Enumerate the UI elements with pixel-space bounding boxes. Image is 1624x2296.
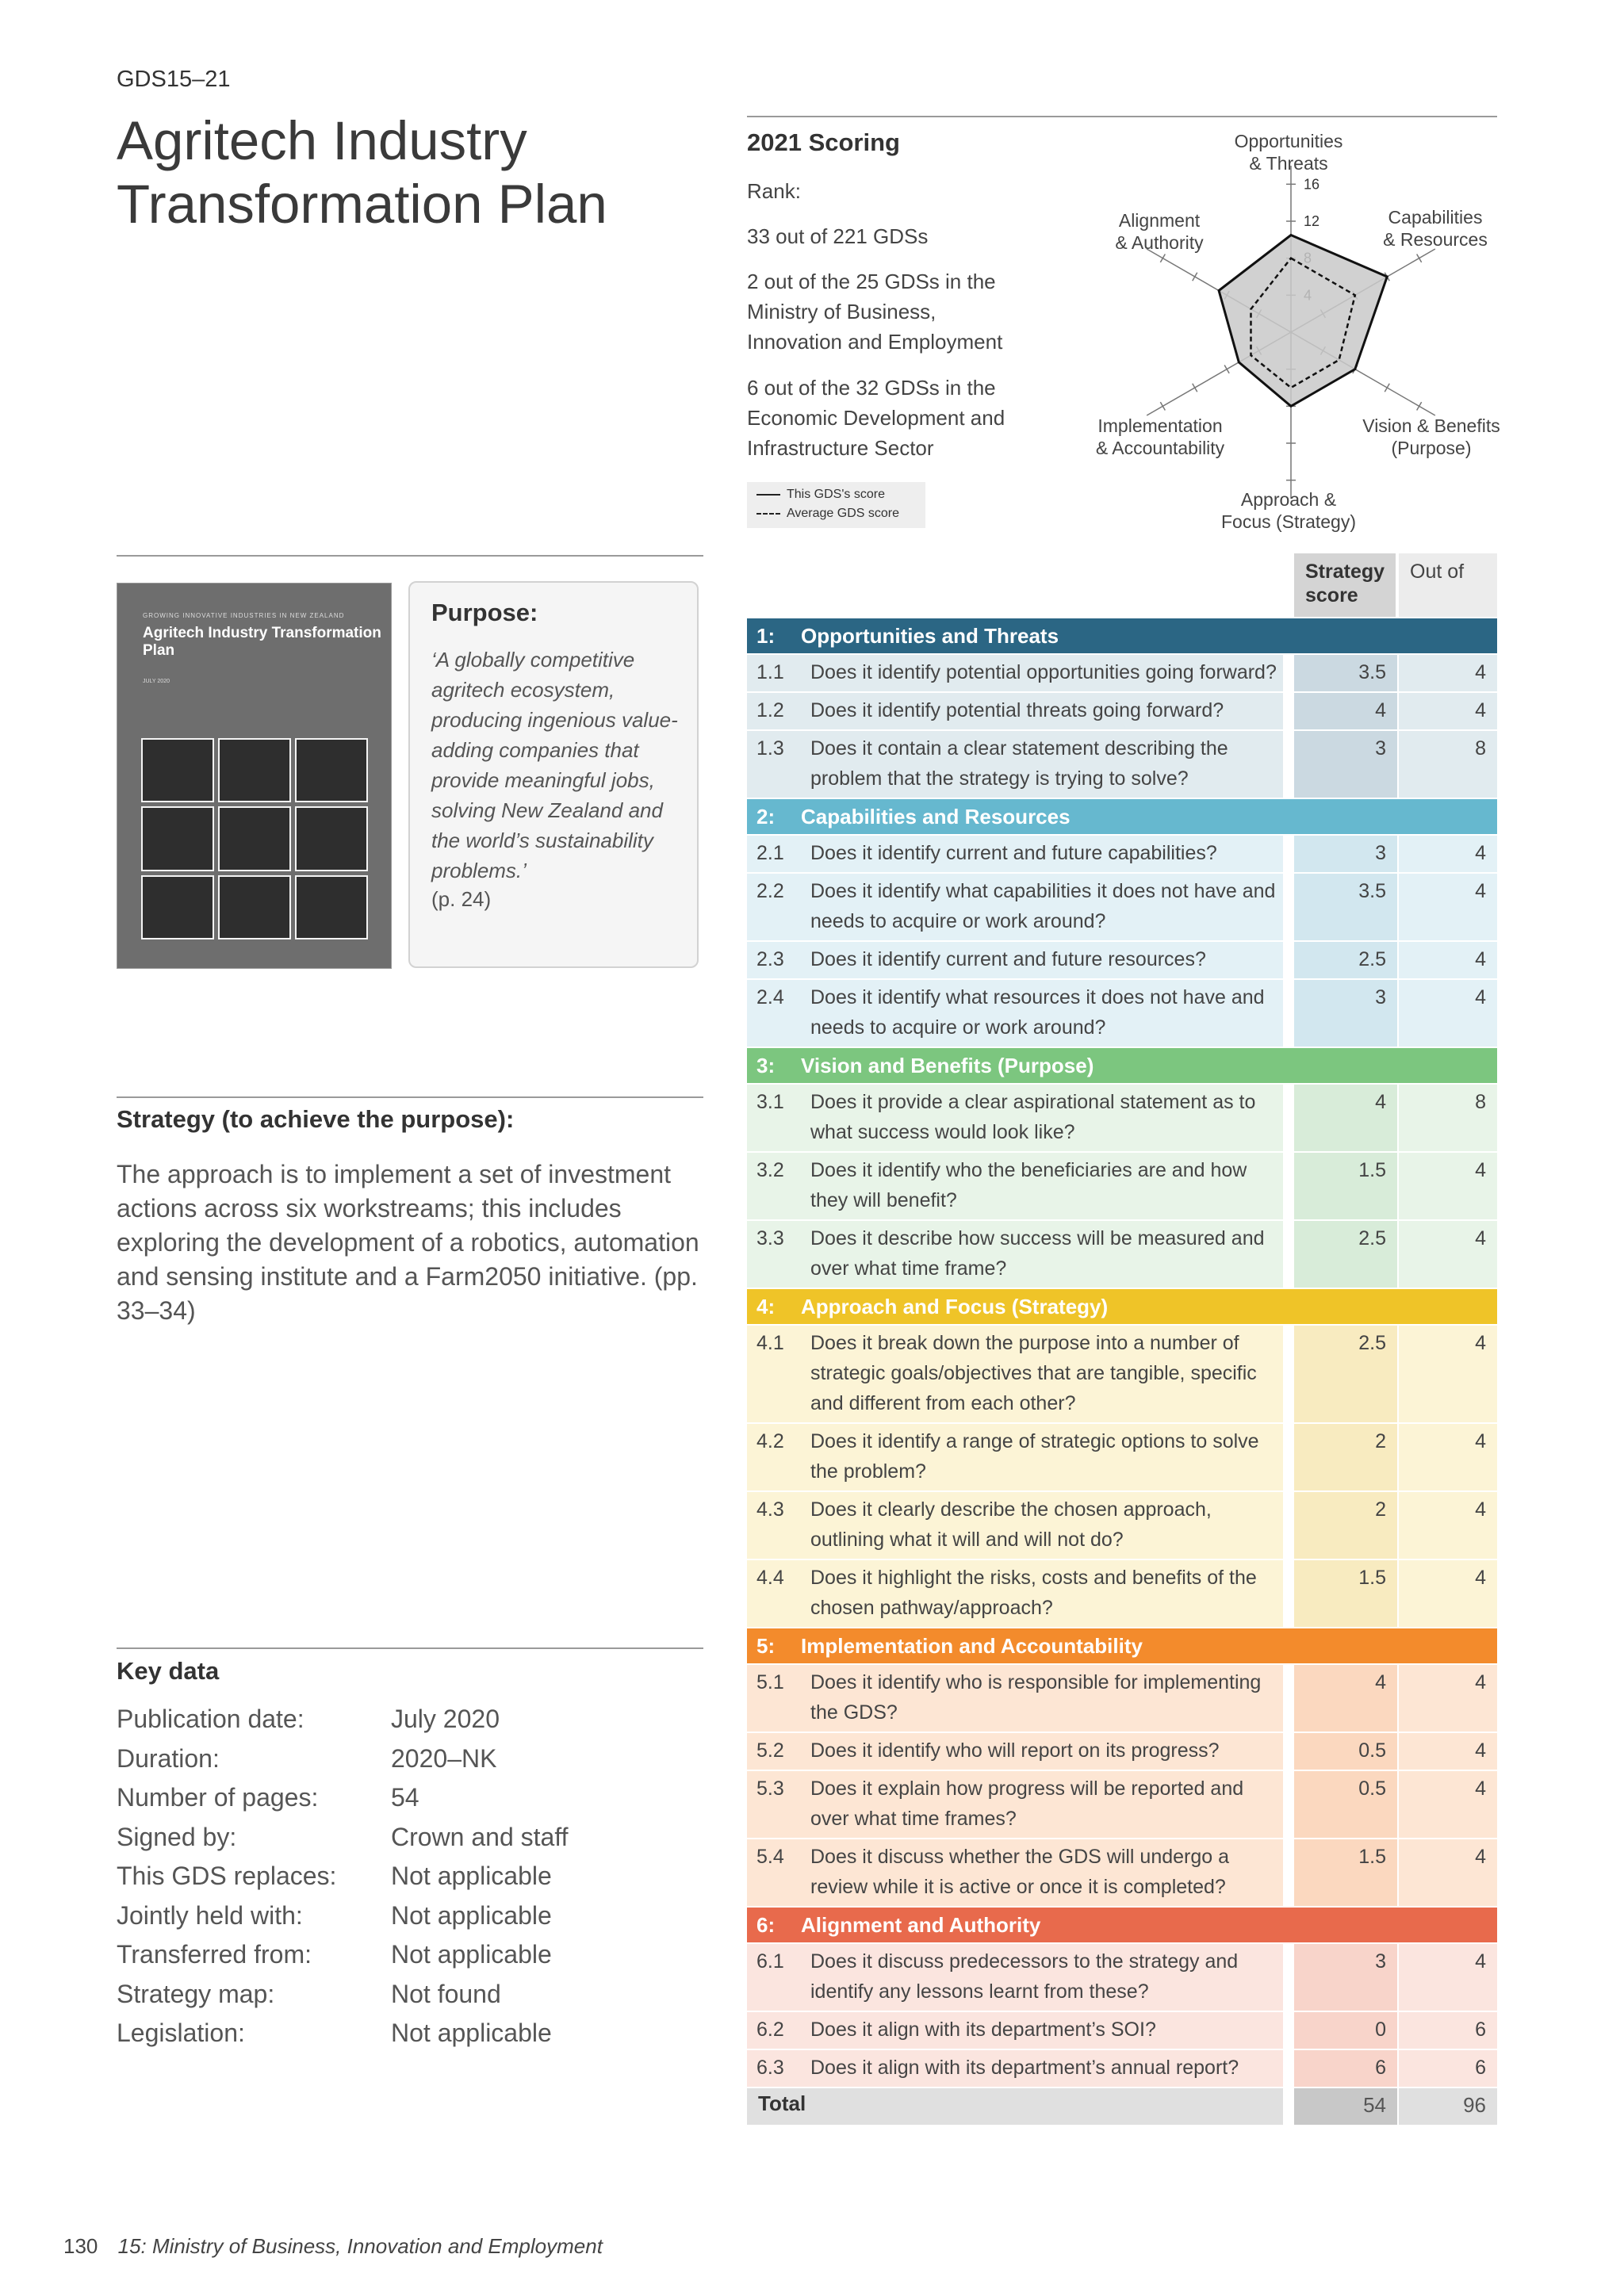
question-cell (747, 1733, 1283, 1770)
legend-item-average (756, 507, 899, 521)
section-number: 2: (756, 804, 776, 828)
strategy-score-cell: 2.5 (1294, 1221, 1397, 1288)
key-data-label: Signed by: (117, 1822, 237, 1851)
section-number: 6: (756, 1912, 776, 1937)
cover-photo (141, 738, 214, 802)
rank-label: Rank: (747, 179, 801, 203)
section-number: 3: (756, 1053, 776, 1077)
question-cell (747, 1326, 1283, 1422)
table-row (747, 1944, 1497, 2011)
radar-tick-label: 16 (1304, 176, 1320, 193)
cover-photo-grid (141, 738, 368, 939)
strategy-score-cell: 4 (1294, 693, 1397, 729)
key-data-label: Legislation: (117, 2019, 245, 2047)
table-header (747, 553, 1497, 617)
question-text: Does it provide a clear aspirational statement as to what success would look like? (810, 1091, 1256, 1143)
question-cell (747, 980, 1283, 1047)
radar-tick (1385, 384, 1389, 392)
radar-label-capabilities: Capabilities & Resources (1383, 207, 1488, 250)
question-text: Does it align with its department’s SOI? (810, 2019, 1156, 2041)
scoring-title: 2021 Scoring (747, 128, 900, 156)
strategy-score-cell: 4 (1294, 1085, 1397, 1151)
question-number: 3.2 (756, 1159, 784, 1181)
out-of-cell: 4 (1399, 1153, 1497, 1219)
header-out-of: Out of (1399, 553, 1497, 617)
legend-item-this (756, 488, 885, 502)
question-number: 1.3 (756, 737, 784, 760)
question-cell (747, 1424, 1283, 1490)
question-cell (747, 693, 1283, 729)
question-cell (747, 2050, 1283, 2087)
question-number: 2.3 (756, 948, 784, 970)
strategy-score-cell: 2 (1294, 1492, 1397, 1559)
table-row (747, 2012, 1497, 2049)
out-of-cell: 4 (1399, 980, 1497, 1047)
section-title: Opportunities and Threats (801, 623, 1059, 648)
radar-label-vision: Vision & Benefits (Purpose) (1362, 415, 1500, 458)
out-of-cell: 4 (1399, 1424, 1497, 1490)
out-of-cell: 6 (1399, 2012, 1497, 2049)
table-sections (747, 618, 1497, 2087)
legend-label: Average GDS score (787, 507, 899, 520)
key-data-row (117, 1705, 500, 1734)
section-header (747, 799, 1497, 834)
table-row (747, 942, 1497, 978)
radar-label-implementation: Implementation & Accountability (1095, 415, 1225, 458)
radar-tick (1417, 402, 1422, 410)
question-cell (747, 1771, 1283, 1838)
radar-tick (1160, 254, 1165, 262)
strategy-score-cell: 0 (1294, 2012, 1397, 2049)
question-number: 2.4 (756, 986, 784, 1008)
key-data-value: Not found (391, 1979, 501, 2008)
question-number: 3.3 (756, 1227, 784, 1249)
question-cell (747, 942, 1283, 978)
out-of-cell: 6 (1399, 2050, 1497, 2087)
question-text: Does it identify current and future resources? (810, 948, 1206, 970)
header-strategy-score: Strategy score (1294, 553, 1396, 617)
radar-tick (1224, 365, 1229, 373)
question-cell (747, 1839, 1283, 1906)
question-text: Does it describe how success will be measured and over what time frame? (810, 1227, 1265, 1280)
question-number: 2.2 (756, 880, 784, 902)
table-row (747, 1839, 1497, 1906)
question-number: 4.4 (756, 1567, 784, 1589)
strategy-score-cell: 6 (1294, 2050, 1397, 2087)
key-data-heading: Key data (117, 1657, 220, 1685)
radar-tick (1417, 254, 1422, 262)
out-of-cell: 4 (1399, 874, 1497, 940)
key-data-label: Number of pages: (117, 1783, 319, 1812)
solid-line-icon (756, 494, 780, 496)
question-text: Does it discuss whether the GDS will undergo a review while it is active or once it is completed? (810, 1846, 1230, 1898)
table-row (747, 1771, 1497, 1838)
table-row (747, 693, 1497, 729)
key-data-value: 2020–NK (391, 1743, 497, 1773)
strategy-score-cell: 3 (1294, 1944, 1397, 2011)
question-cell (747, 836, 1283, 872)
rank-sector: 6 out of the 32 GDSs in the Economic Development and Infrastructure Sector (747, 376, 1005, 460)
question-cell (747, 2012, 1283, 2049)
question-cell (747, 655, 1283, 691)
document-code: GDS15–21 (117, 67, 231, 92)
key-data-label: This GDS replaces: (117, 1862, 337, 1890)
radar-label-alignment: Alignment & Authority (1115, 210, 1204, 253)
section-title: Approach and Focus (Strategy) (801, 1294, 1109, 1318)
question-number: 4.3 (756, 1498, 784, 1521)
section-number: 1: (756, 623, 776, 648)
key-data-value: Not applicable (391, 1862, 552, 1890)
out-of-cell: 4 (1399, 693, 1497, 729)
cover-date: JULY 2020 (143, 679, 170, 684)
section-number: 4: (756, 1294, 776, 1318)
out-of-cell: 4 (1399, 1839, 1497, 1906)
page-number: 130 (63, 2234, 98, 2258)
rank-department: 2 out of the 25 GDSs in the Ministry of Business, Innovation and Employment (747, 270, 1003, 354)
cover-photo (218, 738, 291, 802)
total-row (747, 2088, 1497, 2125)
table-row (747, 836, 1497, 872)
out-of-cell: 4 (1399, 1944, 1497, 2011)
question-cell (747, 1221, 1283, 1288)
footer-text: 15: Ministry of Business, Innovation and Employment (117, 2234, 603, 2258)
key-data-label: Publication date: (117, 1705, 304, 1733)
question-text: Does it identify who is responsible for implementing the GDS? (810, 1671, 1262, 1724)
strategy-score-cell: 0.5 (1294, 1771, 1397, 1838)
divider (117, 1647, 703, 1649)
section-title: Vision and Benefits (Purpose) (801, 1053, 1094, 1077)
question-number: 5.3 (756, 1777, 784, 1800)
strategy-score-cell: 4 (1294, 1665, 1397, 1732)
total-score: 54 (1294, 2088, 1397, 2125)
question-cell (747, 731, 1283, 798)
out-of-cell: 4 (1399, 1733, 1497, 1770)
radar-label-approach: Approach & Focus (Strategy) (1221, 489, 1356, 532)
table-row (747, 2050, 1497, 2087)
strategy-score-cell: 3.5 (1294, 655, 1397, 691)
key-data-value: Crown and staff (391, 1822, 569, 1851)
divider (747, 116, 1497, 117)
cover-kicker: GROWING INNOVATIVE INDUSTRIES IN NEW ZEALAND (143, 612, 345, 619)
table-row (747, 1665, 1497, 1732)
question-number: 2.1 (756, 842, 784, 864)
table-row (747, 1733, 1497, 1770)
key-data-value: Not applicable (391, 2019, 552, 2047)
section-header (747, 618, 1497, 653)
key-data-label: Strategy map: (117, 1979, 275, 2008)
radar-series-this-gds (1219, 235, 1387, 407)
section-header (747, 1908, 1497, 1942)
radar-tick (1193, 273, 1197, 281)
cover-photo (141, 806, 214, 871)
key-data-value: 54 (391, 1783, 419, 1812)
scoring-table (747, 553, 1497, 2125)
strategy-score-cell: 3 (1294, 836, 1397, 872)
purpose-page-ref: (p. 24) (431, 887, 492, 911)
cover-photo (295, 738, 368, 802)
strategy-score-cell: 3 (1294, 980, 1397, 1047)
question-text: Does it break down the purpose into a number of strategic goals/objectives that are tangible, specific and different from each other? (810, 1332, 1257, 1414)
page-title: Agritech Industry Transformation Plan (117, 110, 607, 235)
strategy-score-cell: 1.5 (1294, 1839, 1397, 1906)
question-number: 5.2 (756, 1739, 784, 1762)
question-text: Does it identify current and future capabilities? (810, 842, 1217, 864)
question-cell (747, 1560, 1283, 1627)
out-of-cell: 8 (1399, 1085, 1497, 1151)
cover-image (117, 583, 392, 969)
strategy-score-cell: 2.5 (1294, 942, 1397, 978)
cover-photo (218, 875, 291, 939)
strategy-heading: Strategy (to achieve the purpose): (117, 1105, 515, 1133)
out-of-cell: 4 (1399, 836, 1497, 872)
question-number: 6.2 (756, 2019, 784, 2041)
question-text: Does it identify potential opportunities going forward? (810, 661, 1277, 683)
question-number: 5.4 (756, 1846, 784, 1868)
strategy-score-cell: 3.5 (1294, 874, 1397, 940)
key-data-row (117, 1940, 552, 1969)
question-number: 4.2 (756, 1430, 784, 1452)
question-text: Does it identify who the beneficiaries are and how they will benefit? (810, 1159, 1247, 1211)
total-out-of: 96 (1399, 2088, 1497, 2125)
out-of-cell: 4 (1399, 1771, 1497, 1838)
table-row (747, 655, 1497, 691)
table-row (747, 1085, 1497, 1151)
question-number: 6.3 (756, 2057, 784, 2079)
cover-title: Agritech Industry Transformation Plan (143, 625, 381, 659)
purpose-heading: Purpose: (431, 599, 538, 626)
radar-tick (1193, 384, 1197, 392)
table-row (747, 1153, 1497, 1219)
section-header (747, 1048, 1497, 1083)
table-row (747, 980, 1497, 1047)
strategy-score-cell: 3 (1294, 731, 1397, 798)
cover-photo (295, 806, 368, 871)
question-text: Does it clearly describe the chosen approach, outlining what it will and will not do? (810, 1498, 1212, 1551)
cover-photo (218, 806, 291, 871)
key-data-row (117, 1744, 496, 1774)
out-of-cell: 4 (1399, 655, 1497, 691)
section-header (747, 1628, 1497, 1663)
question-text: Does it contain a clear statement describing the problem that the strategy is trying to solve? (810, 737, 1228, 790)
radar-tick-label: 12 (1304, 213, 1320, 229)
question-number: 3.1 (756, 1091, 784, 1113)
question-text: Does it explain how progress will be reported and over what time frames? (810, 1777, 1244, 1830)
section-number: 5: (756, 1633, 776, 1658)
question-cell (747, 1153, 1283, 1219)
question-text: Does it highlight the risks, costs and benefits of the chosen pathway/approach? (810, 1567, 1257, 1619)
question-text: Does it identify a range of strategic options to solve the problem? (810, 1430, 1259, 1483)
out-of-cell: 4 (1399, 1221, 1497, 1288)
total-label: Total (747, 2088, 1283, 2125)
question-number: 5.1 (756, 1671, 784, 1693)
key-data-row (117, 1783, 419, 1812)
key-data-value: July 2020 (391, 1705, 500, 1733)
key-data-row (117, 1862, 552, 1891)
footer (63, 2234, 603, 2259)
question-text: Does it identify potential threats going forward? (810, 699, 1224, 721)
section-title: Alignment and Authority (801, 1912, 1041, 1937)
strategy-score-cell: 2 (1294, 1424, 1397, 1490)
question-number: 1.2 (756, 699, 784, 721)
question-text: Does it discuss predecessors to the strategy and identify any lessons learnt from these? (810, 1950, 1239, 2003)
purpose-box (408, 581, 699, 968)
key-data-row (117, 1980, 501, 2009)
question-cell (747, 1085, 1283, 1151)
table-row (747, 1221, 1497, 1288)
table-row (747, 731, 1497, 798)
strategy-score-cell: 0.5 (1294, 1733, 1397, 1770)
out-of-cell: 8 (1399, 731, 1497, 798)
out-of-cell: 4 (1399, 1665, 1497, 1732)
key-data-value: Not applicable (391, 1900, 552, 1930)
key-data-label: Transferred from: (117, 1940, 312, 1969)
radar-label-opportunities: Opportunities & Threats (1234, 131, 1343, 174)
key-data-row (117, 2019, 552, 2048)
legend-label: This GDS's score (787, 488, 885, 501)
question-cell (747, 1665, 1283, 1732)
rank-overall: 33 out of 221 GDSs (747, 224, 929, 248)
question-text: Does it identify what capabilities it does not have and needs to acquire or work around? (810, 880, 1276, 932)
cover-photo (295, 875, 368, 939)
table-row (747, 1326, 1497, 1422)
cover-photo (141, 875, 214, 939)
out-of-cell: 4 (1399, 1492, 1497, 1559)
section-header (747, 1289, 1497, 1324)
divider (117, 1096, 703, 1098)
question-number: 4.1 (756, 1332, 784, 1354)
key-data-label: Duration: (117, 1743, 220, 1773)
strategy-score-cell: 1.5 (1294, 1153, 1397, 1219)
divider (117, 555, 703, 557)
question-text: Does it align with its department’s annual report? (810, 2057, 1239, 2079)
question-cell (747, 874, 1283, 940)
strategy-score-cell: 1.5 (1294, 1560, 1397, 1627)
strategy-score-cell: 2.5 (1294, 1326, 1397, 1422)
key-data-value: Not applicable (391, 1940, 552, 1969)
question-cell (747, 1944, 1283, 2011)
out-of-cell: 4 (1399, 942, 1497, 978)
strategy-text: The approach is to implement a set of investment actions across six workstreams; this includes exploring the development of a robotics, automation and sensing institute and a Farm2050 initiative. (pp. 33–34) (117, 1160, 699, 1325)
key-data-label: Jointly held with: (117, 1900, 303, 1930)
table-row (747, 874, 1497, 940)
purpose-quote: ‘A globally competitive agritech ecosystem, producing ingenious value-adding companies that provide meaningful jobs, solving New Zealand and the world’s sustainability problems.’ (431, 648, 678, 882)
table-row (747, 1492, 1497, 1559)
dashed-line-icon (756, 513, 780, 515)
question-text: Does it identify who will report on its progress? (810, 1739, 1220, 1762)
radar-tick (1160, 402, 1165, 410)
key-data-row (117, 1823, 569, 1852)
section-title: Implementation and Accountability (801, 1633, 1143, 1658)
out-of-cell: 4 (1399, 1326, 1497, 1422)
table-row (747, 1560, 1497, 1627)
question-text: Does it identify what resources it does not have and needs to acquire or work around? (810, 986, 1265, 1039)
chart-legend (747, 482, 925, 528)
table-row (747, 1424, 1497, 1490)
out-of-cell: 4 (1399, 1560, 1497, 1627)
question-cell (747, 1492, 1283, 1559)
section-title: Capabilities and Resources (801, 804, 1071, 828)
question-number: 1.1 (756, 661, 784, 683)
key-data-row (117, 1901, 552, 1931)
question-number: 6.1 (756, 1950, 784, 1973)
